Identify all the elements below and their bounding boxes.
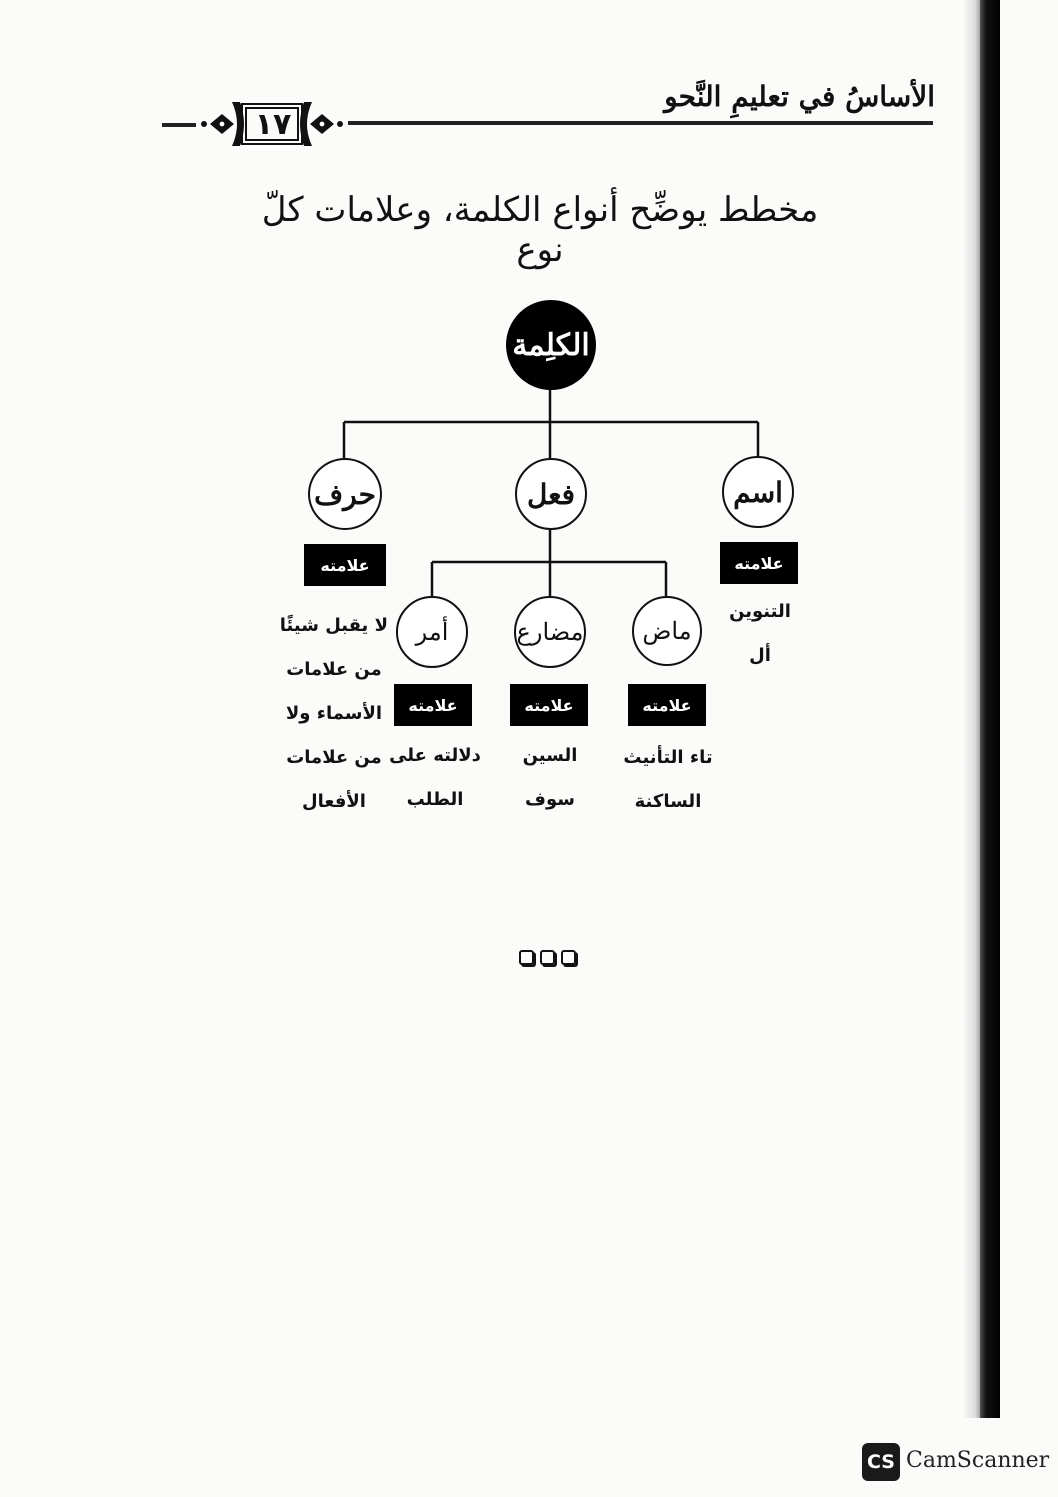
diagram-title: مخطط يوضِّح أنواع الكلمة، وعلامات كلّ نوع bbox=[261, 190, 819, 270]
past-verb-sign: تاء التأنيث bbox=[623, 747, 713, 768]
imperative-verb-signs bbox=[382, 734, 488, 822]
past-verb-sign: الساكنة bbox=[634, 791, 702, 812]
square-icon bbox=[561, 950, 576, 965]
past-verb-node bbox=[632, 596, 702, 666]
page-number: ١٧ bbox=[254, 107, 292, 142]
noun-signs bbox=[714, 590, 806, 678]
imperative-verb-sign: دلالته على bbox=[389, 745, 481, 766]
past-verb-badge: علامته bbox=[628, 684, 706, 726]
camscanner-logo-icon: CS bbox=[862, 1443, 900, 1481]
particle-signs bbox=[280, 604, 388, 824]
verb-node bbox=[515, 458, 587, 530]
present-verb-sign: سوف bbox=[525, 789, 575, 810]
camscanner-watermark: CamScanner bbox=[906, 1448, 1050, 1473]
imperative-verb-label: أمر bbox=[415, 618, 449, 646]
square-icon bbox=[540, 950, 555, 965]
present-verb-signs bbox=[504, 734, 596, 822]
present-verb-badge: علامته bbox=[510, 684, 588, 726]
particle-node bbox=[308, 458, 382, 530]
header-rule bbox=[348, 121, 933, 125]
imperative-verb-badge: علامته bbox=[394, 684, 472, 726]
header-rule-short bbox=[162, 123, 196, 127]
particle-label: حرف bbox=[314, 477, 376, 511]
noun-node bbox=[722, 456, 794, 528]
particle-sign: الأسماء ولا bbox=[285, 703, 383, 724]
noun-label: اسم bbox=[733, 475, 783, 509]
past-verb-signs bbox=[614, 736, 722, 824]
particle-sign: لا يقبل شيئًا bbox=[279, 615, 388, 636]
particle-badge: علامته bbox=[304, 544, 386, 586]
root-node-label: الكلِمة bbox=[512, 327, 590, 363]
noun-sign: التنوين bbox=[729, 601, 791, 622]
present-verb-label: مضارع bbox=[516, 618, 584, 646]
present-verb-node bbox=[514, 596, 586, 668]
book-spine-edge bbox=[980, 0, 1000, 1418]
root-node bbox=[506, 300, 596, 390]
section-end-marks bbox=[510, 950, 584, 970]
particle-sign: الأفعال bbox=[302, 791, 366, 812]
running-title: الأساسُ في تعليمِ النَّحو bbox=[664, 80, 935, 113]
square-icon bbox=[519, 950, 534, 965]
past-verb-label: ماض bbox=[642, 617, 692, 645]
imperative-verb-node bbox=[396, 596, 468, 668]
verb-label: فعل bbox=[526, 477, 576, 511]
noun-sign: أل bbox=[749, 645, 771, 666]
imperative-verb-sign: الطلب bbox=[406, 789, 464, 810]
noun-badge: علامته bbox=[720, 542, 798, 584]
particle-sign: من علامات bbox=[286, 659, 382, 680]
particle-sign: من علامات bbox=[286, 747, 382, 768]
present-verb-sign: السين bbox=[522, 745, 578, 766]
